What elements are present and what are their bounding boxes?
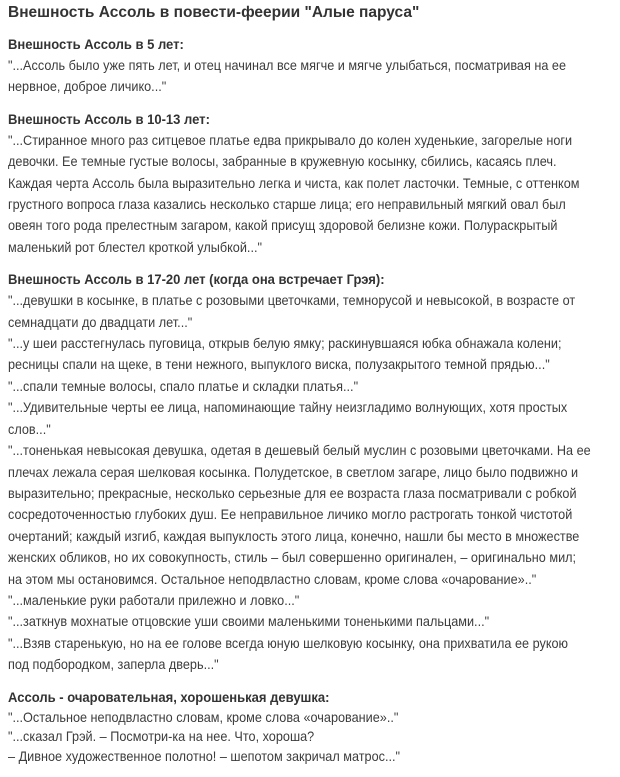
quote-line: – Дивное художественное полотно! – шепотом закричал матрос..." bbox=[8, 747, 401, 764]
quote-line: под подбородком, заперла дверь..." bbox=[8, 656, 219, 673]
quote-line: "...девушки в косынке, в платье с розовыми цветочками, темнорусой и невысокой, в возрасте от bbox=[8, 292, 576, 309]
quote-line: плечах лежала серая шелковая косынка. Полудетское, в светлом загаре, лицо было подвижно и bbox=[8, 463, 579, 480]
section-age-17-20 bbox=[8, 269, 614, 675]
quote-line: грустного вопроса глаза казались несколько старше лица; его неправильный мягкий овал был bbox=[8, 196, 566, 213]
section-charming-girl bbox=[8, 687, 614, 767]
quote-line: "...заткнув мохнатые отцовские уши своими маленькими тоненькими пальцами..." bbox=[8, 613, 490, 630]
quote-line: слов..." bbox=[8, 420, 51, 437]
quote-line: Каждая черта Ассоль была выразительно легка и чиста, как полет ласточки. Темные, с оттенком bbox=[8, 174, 580, 191]
quote-line: "...маленькие руки работали прилежно и ловко..." bbox=[8, 591, 300, 608]
section-heading: Внешность Ассоль в 10-13 лет: bbox=[8, 110, 210, 127]
section-age-10-13 bbox=[8, 109, 614, 258]
quote-line: "...Остальное неподвластно словам, кроме слова «очарование».." bbox=[8, 708, 399, 725]
quote-line: девочки. Ее темные густые волосы, забранные в кружевную косынку, сбились, касаясь плеч. bbox=[8, 153, 557, 170]
section-heading: Ассоль - очаровательная, хорошенькая девушка: bbox=[8, 688, 330, 705]
section-heading: Внешность Ассоль в 17-20 лет (когда она встречает Грэя): bbox=[8, 271, 385, 288]
page-title: Внешность Ассоль в повести-феерии "Алые паруса" bbox=[8, 4, 420, 21]
quote-line: "...у шеи расстегнулась пуговица, открыв белую ямку; раскинувшаяся юбка обнажала колени; bbox=[8, 335, 562, 352]
section-age-5 bbox=[8, 34, 614, 98]
quote-line: "...спали темные волосы, спало платье и складки платья..." bbox=[8, 377, 359, 394]
quote-line: "...тоненькая невысокая девушка, одетая в дешевый белый муслин с розовыми цветочками. На ее bbox=[8, 442, 591, 459]
section-heading: Внешность Ассоль в 5 лет: bbox=[8, 36, 184, 52]
quote-line: женских обликов, но их совокупность, стиль – был совершенно оригинален, – оригинально мил; bbox=[8, 549, 577, 566]
quote-line: выразительно; прекрасные, несколько серьезные для ее возраста глаза посматривали с робкой bbox=[8, 484, 577, 501]
quote-line: маленький рот блестел кроткой улыбкой..." bbox=[8, 238, 262, 255]
quote-line: "...Взяв старенькую, но на ее голове всегда юную шелковую косынку, она прихватила ее рукою bbox=[8, 634, 569, 651]
quote-line: семнадцати до двадцати лет..." bbox=[8, 313, 193, 330]
quote-line: нервное, доброе личико..." bbox=[8, 78, 167, 95]
quote-line: "...сказал Грэй. – Посмотри-ка на нее. Что, хороша? bbox=[8, 728, 315, 745]
quote-line: очертаний; каждый изгиб, каждая выпуклость этого лица, конечно, нашли бы место в множестве bbox=[8, 527, 580, 544]
quote-line: сосредоточенностью глубоких душ. Ее неправильное личико могло растрогать тонкой чистотой bbox=[8, 506, 573, 523]
quote-line: овеян того рода прелестным загаром, какой присущ здоровой белизне кожи. Полураскрытый bbox=[8, 217, 558, 234]
quote-line: на этом мы остановимся. Остальное неподвластно словам, кроме слова «очарование».." bbox=[8, 570, 537, 587]
quote-line: ресницы спали на щеке, в тени нежного, выпуклого виска, полузакрытого темной прядью..." bbox=[8, 356, 550, 373]
quote-line: "...Стиранное много раз ситцевое платье едва прикрывало до колен худенькие, загорелые ноги bbox=[8, 131, 573, 148]
quote-line: "...Удивительные черты ее лица, напоминающие тайну неизгладимо волнующих, хотя простых bbox=[8, 399, 568, 416]
article bbox=[8, 2, 614, 777]
quote-line: "...Ассоль было уже пять лет, и отец начинал все мягче и мягче улыбаться, посматривая на ее bbox=[8, 57, 567, 73]
